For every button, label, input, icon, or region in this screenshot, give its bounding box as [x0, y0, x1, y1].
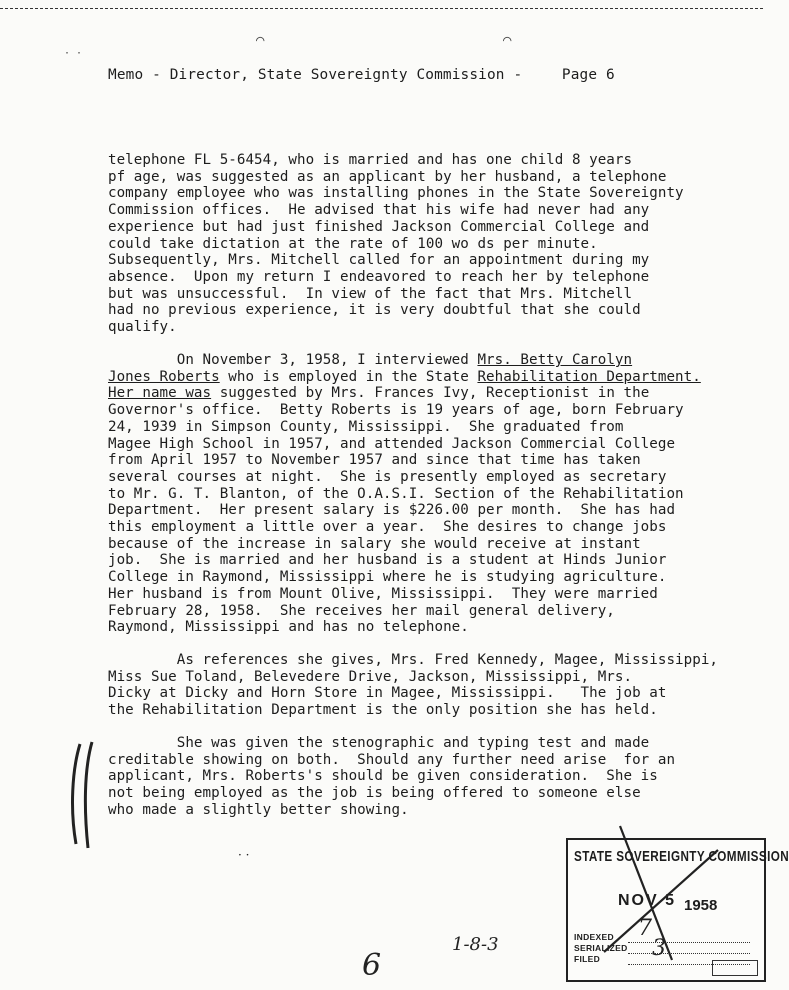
stamp-year: 1958 [684, 897, 718, 914]
text-line: Her name was suggested by Mrs. Frances Ivy, Receptionist in the [108, 385, 650, 402]
text-line: experience but had just finished Jackson Commercial College and [108, 218, 650, 235]
text-line: because of the increase in salary she would receive at instant [108, 535, 641, 552]
scan-mark: ⌒ [503, 32, 512, 48]
text-line: creditable showing on both. Should any further need arise for an [108, 751, 676, 768]
stamp-cross-mark [568, 840, 789, 980]
stamp-serialized-label: SERIALIZED [574, 943, 628, 953]
text-line: but was unsuccessful. In view of the fact that Mrs. Mitchell [108, 285, 633, 302]
text-line: Department. Her present salary is $226.00 per month. She has had [108, 502, 676, 519]
text-line: pf age, was suggested as an applicant by her husband, a telephone [108, 168, 667, 185]
stamp-title: STATE SOVEREIGNTY COMMISSION [574, 848, 789, 865]
text-line: As references she gives, Mrs. Fred Kennedy, Magee, Mississippi, [108, 652, 719, 668]
stamp-handwritten-mark: 3 [652, 936, 666, 961]
text-line: from April 1957 to November 1957 and since that time has taken [108, 452, 641, 469]
text-line: Governor's office. Betty Roberts is 19 years of age, born February [108, 402, 684, 419]
text-line: College in Raymond, Mississippi where he is studying agriculture. [108, 569, 667, 586]
handwritten-margin-bracket [66, 740, 100, 850]
text-line: Magee High School in 1957, and attended Jackson Commercial College [108, 435, 676, 452]
text-line: She was given the stenographic and typing test and made [108, 735, 650, 751]
stamp-date: NOV 5 [618, 892, 677, 909]
text-line: applicant, Mrs. Roberts's should be given consideration. She is [108, 768, 658, 785]
scan-mark: ⌒ [256, 32, 265, 48]
text-line: company employee who was installing phones in the State Sovereignty [108, 185, 684, 202]
stamp-filed-label: FILED [574, 954, 601, 964]
text-line: telephone FL 5-6454, who is married and has one child 8 years [108, 152, 633, 168]
text-line: February 28, 1958. She receives her mail general delivery, [108, 602, 615, 619]
paragraph-mitchell [108, 152, 728, 336]
stamp-handwritten-mark: 7 [638, 916, 652, 941]
text-line: this employment a little over a year. She desires to change jobs [108, 519, 667, 536]
text-line: Raymond, Mississippi and has no telephone. [108, 619, 469, 636]
department-name: Rehabilitation Department. [477, 368, 701, 385]
text-line: to Mr. G. T. Blanton, of the O.A.S.I. Section of the Rehabilitation [108, 485, 684, 502]
page-top-edge [0, 0, 763, 9]
memo-header [108, 67, 708, 83]
paragraph-references [108, 652, 728, 719]
commission-stamp [566, 838, 789, 982]
text-line: the Rehabilitation Department is the only position she has held. [108, 702, 658, 719]
text-line: not being employed as the job is being offered to someone else [108, 785, 641, 802]
text-line: On November 3, 1958, I interviewed Mrs. Betty Carolyn [108, 352, 633, 368]
text-line: job. She is married and her husband is a student at Hinds Junior [108, 552, 667, 569]
text-line: Jones Roberts who is employed in the State Rehabilitation Department. [108, 368, 701, 385]
memo-header-title: Memo - Director, State Sovereignty Commission - [108, 67, 523, 83]
handwritten-page-number: 6 [362, 948, 382, 983]
text-line: could take dictation at the rate of 100 wo ds per minute. [108, 235, 598, 252]
paragraph-test-result [108, 735, 728, 819]
scan-mark: · · [64, 48, 83, 59]
text-line: Dicky at Dicky and Horn Store in Magee, Mississippi. The job at [108, 685, 667, 702]
text-line: Subsequently, Mrs. Mitchell called for an appointment during my [108, 252, 650, 269]
text-line: Miss Sue Toland, Belevedere Drive, Jackson, Mississippi, Mrs. [108, 668, 633, 685]
text-line: several courses at night. She is presently employed as secretary [108, 468, 667, 485]
paragraph-roberts [108, 352, 758, 636]
text-line: who made a slightly better showing. [108, 801, 409, 818]
scan-mark: · · [238, 848, 250, 862]
page-number-label: Page 6 [561, 67, 615, 83]
text-line: qualify. [108, 319, 177, 336]
applicant-name: Mrs. Betty Carolyn [477, 352, 633, 368]
stamp-indexed-label: INDEXED [574, 932, 614, 942]
text-line: Commission offices. He advised that his wife had never had any [108, 202, 650, 219]
text-line: 24, 1939 in Simpson County, Mississippi. She graduated from [108, 418, 624, 435]
handwritten-file-reference: 1-8-3 [452, 934, 499, 955]
applicant-name-continued: Jones Roberts [108, 368, 220, 385]
text-line: Her husband is from Mount Olive, Mississippi. They were married [108, 585, 658, 602]
text-line: absence. Upon my return I endeavored to reach her by telephone [108, 268, 650, 285]
text-line: had no previous experience, it is very doubtful that she could [108, 302, 641, 319]
